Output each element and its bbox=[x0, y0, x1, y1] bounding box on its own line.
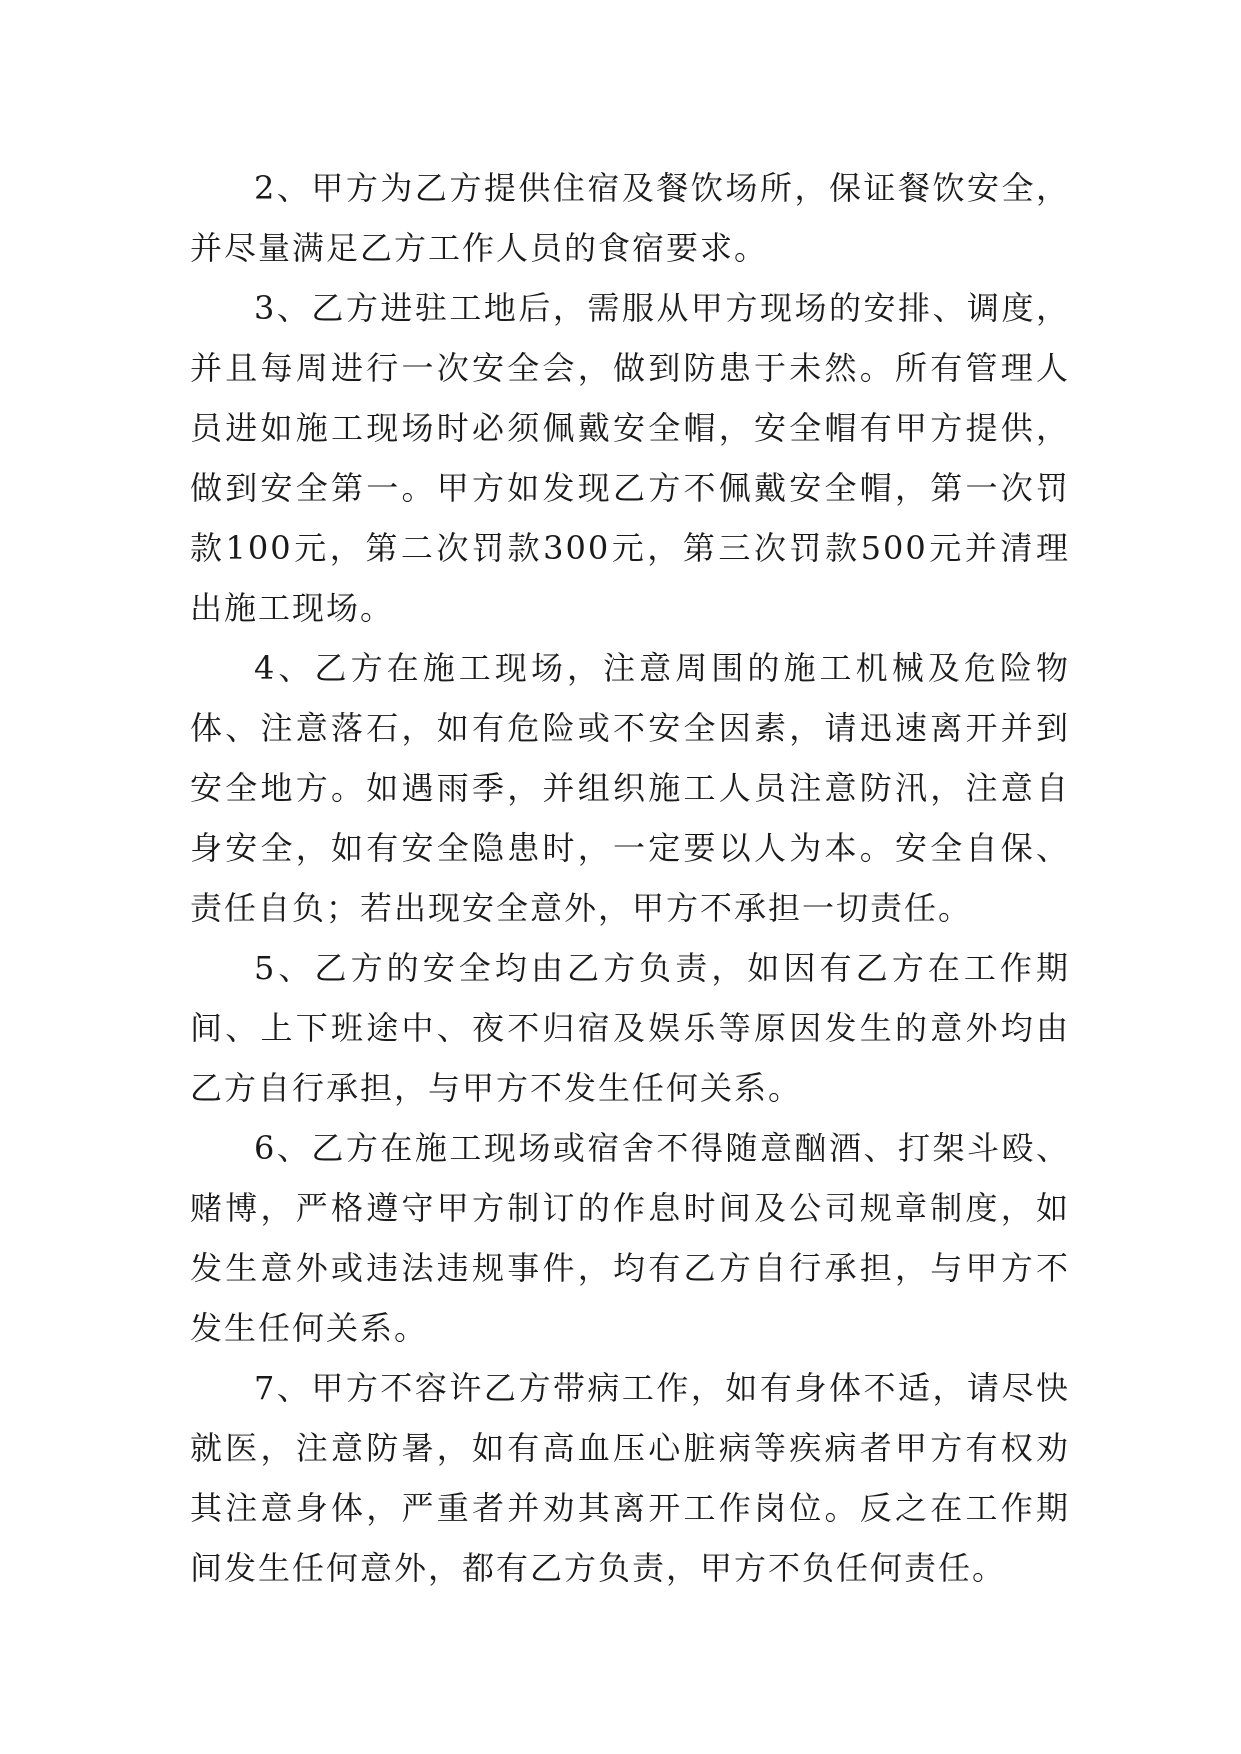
clause-2: 2、甲方为乙方提供住宿及餐饮场所，保证餐饮安全，并尽量满足乙方工作人员的食宿要求。 bbox=[190, 169, 1070, 267]
clause-3: 3、乙方进驻工地后，需服从甲方现场的安排、调度，并且每周进行一次安全会，做到防患于未然。所有管理人员进如施工现场时必须佩戴安全帽，安全帽有甲方提供，做到安全第一。甲方如发现乙方不佩戴安全帽，第一次罚款100元，第二次罚款300元，第三次罚款500元并清理出施工现场。 bbox=[190, 289, 1070, 627]
clause-5: 5、乙方的安全均由乙方负责，如因有乙方在工作期间、上下班途中、夜不归宿及娱乐等原因发生的意外均由乙方自行承担，与甲方不发生任何关系。 bbox=[190, 949, 1070, 1107]
document-body bbox=[190, 158, 1070, 1598]
clause-6: 6、乙方在施工现场或宿舍不得随意酗酒、打架斗殴、赌博，严格遵守甲方制订的作息时间及公司规章制度，如发生意外或违法违规事件，均有乙方自行承担，与甲方不发生任何关系。 bbox=[190, 1129, 1070, 1347]
clause-4: 4、乙方在施工现场，注意周围的施工机械及危险物体、注意落石，如有危险或不安全因素，请迅速离开并到安全地方。如遇雨季，并组织施工人员注意防汛，注意自身安全，如有安全隐患时，一定要以人为本。安全自保、责任自负；若出现安全意外，甲方不承担一切责任。 bbox=[190, 649, 1070, 927]
clause-7: 7、甲方不容许乙方带病工作，如有身体不适，请尽快就医，注意防暑，如有高血压心脏病等疾病者甲方有权劝其注意身体，严重者并劝其离开工作岗位。反之在工作期间发生任何意外，都有乙方负责，甲方不负任何责任。 bbox=[190, 1369, 1070, 1587]
